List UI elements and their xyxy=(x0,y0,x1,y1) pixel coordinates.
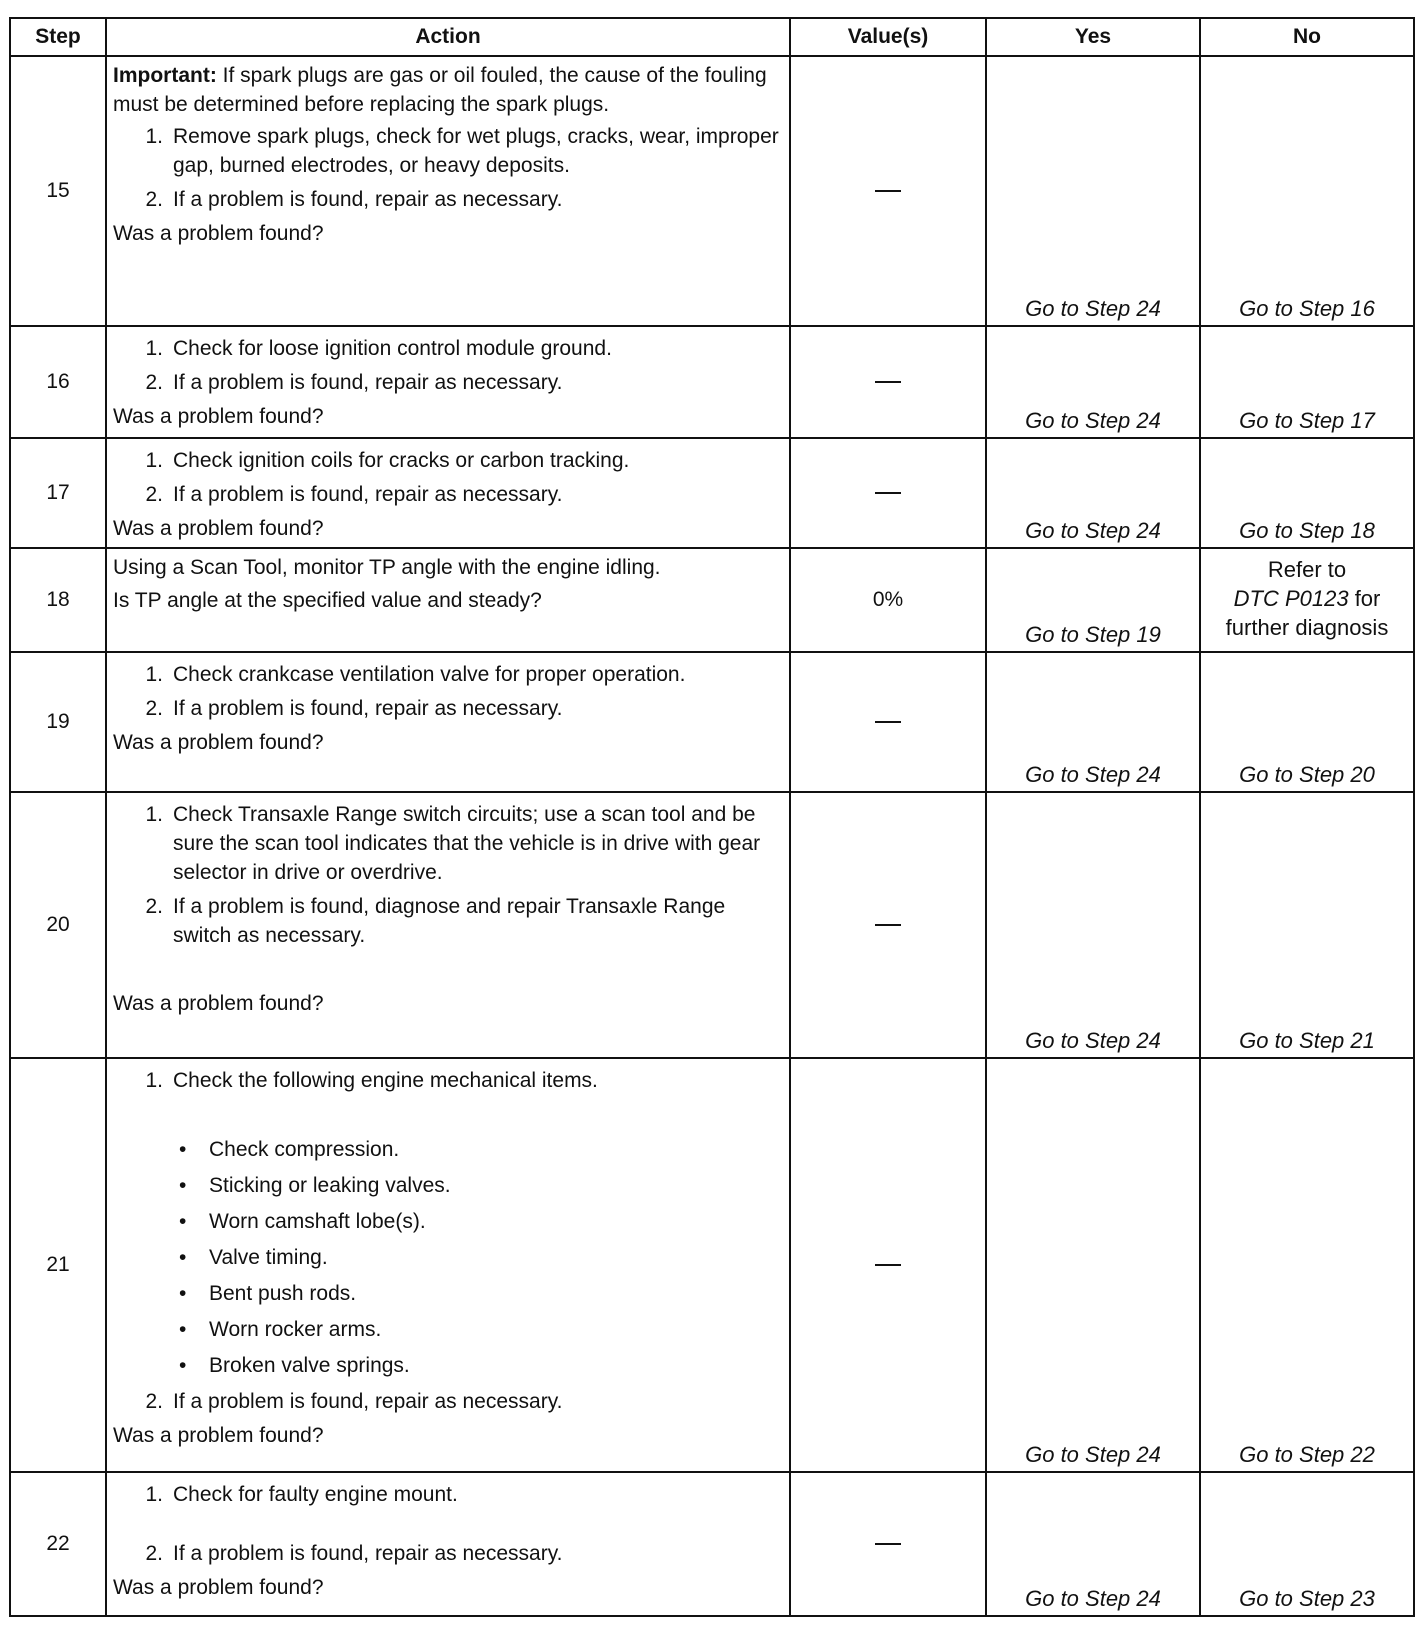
item-text: Check for faulty engine mount. xyxy=(173,1482,458,1506)
no-result: Go to Step 22 xyxy=(1200,1058,1414,1472)
question: Is TP angle at the specified value and steady? xyxy=(113,589,542,613)
header-row xyxy=(10,18,1414,56)
item-number: 1. xyxy=(145,336,163,360)
diagnostic-table xyxy=(9,17,1415,1617)
item-number: 2. xyxy=(145,894,163,918)
dash-mark xyxy=(875,492,901,494)
item-text: Check Transaxle Range switch circuits; use a scan tool and be sure the scan tool indicates that the vehicle is in drive with gear selector in drive or overdrive. xyxy=(173,802,761,884)
step-number: 19 xyxy=(10,652,106,792)
list-item xyxy=(113,660,783,689)
list-item: • Worn camshaft lobe(s). xyxy=(179,1209,426,1233)
dtc-reference: DTC P0123 xyxy=(1233,585,1349,611)
value-cell xyxy=(790,326,986,438)
mechanical-items-list xyxy=(173,1135,783,1380)
step-number: 20 xyxy=(10,792,106,1058)
table-row-step-21 xyxy=(10,1058,1414,1472)
action-cell xyxy=(106,1472,790,1616)
item-number: 1. xyxy=(145,448,163,472)
dash-mark xyxy=(875,381,901,383)
item-text: If a problem is found, diagnose and repair Transaxle Range switch as necessary. xyxy=(173,894,726,947)
action-cell xyxy=(106,56,790,326)
action-cell xyxy=(106,1058,790,1472)
dash-mark xyxy=(875,190,901,192)
dash-mark xyxy=(875,924,901,926)
value-cell xyxy=(790,56,986,326)
value-cell: 0% xyxy=(790,548,986,652)
list-item xyxy=(113,800,783,887)
important-text: If spark plugs are gas or oil fouled, the cause of the fouling must be determined before replacing the spark plugs. xyxy=(113,64,767,116)
header-yes: Yes xyxy=(986,18,1200,56)
item-number: 1. xyxy=(145,802,163,826)
list-item xyxy=(113,334,783,363)
question: Was a problem found? xyxy=(113,516,324,540)
list-item xyxy=(113,1539,783,1568)
item-text: If a problem is found, repair as necessary. xyxy=(173,1389,563,1413)
question: Was a problem found? xyxy=(113,222,324,245)
no-result xyxy=(1200,548,1414,652)
item-number: 2. xyxy=(145,188,163,211)
step-number: 15 xyxy=(10,56,106,326)
step-number: 21 xyxy=(10,1058,106,1472)
action-steps xyxy=(113,660,783,723)
yes-result: Go to Step 24 xyxy=(986,1058,1200,1472)
list-item: • Broken valve springs. xyxy=(179,1353,410,1377)
no-result: Go to Step 23 xyxy=(1200,1472,1414,1616)
item-text: If a problem is found, repair as necessary. xyxy=(173,482,563,506)
item-text: Check crankcase ventilation valve for proper operation. xyxy=(173,662,686,686)
list-item xyxy=(113,446,783,475)
table-row-step-20 xyxy=(10,792,1414,1058)
list-item xyxy=(113,185,783,214)
action-cell xyxy=(106,652,790,792)
action-cell xyxy=(106,792,790,1058)
item-number: 2. xyxy=(145,482,163,506)
item-text: If a problem is found, repair as necessary. xyxy=(173,188,563,211)
action-steps xyxy=(113,446,783,509)
list-item xyxy=(113,1480,783,1509)
action-cell xyxy=(106,548,790,652)
item-number: 1. xyxy=(145,1068,163,1092)
action-cell xyxy=(106,438,790,549)
header-step: Step xyxy=(10,18,106,56)
action-steps xyxy=(113,122,783,214)
dash-mark xyxy=(875,1543,901,1545)
header-action: Action xyxy=(106,18,790,56)
action-steps xyxy=(113,1480,783,1568)
dash-mark xyxy=(875,1264,901,1266)
value-cell xyxy=(790,1472,986,1616)
list-item xyxy=(113,1387,783,1416)
action-cell xyxy=(106,326,790,438)
list-item: • Bent push rods. xyxy=(179,1281,357,1305)
item-text: Remove spark plugs, check for wet plugs, cracks, wear, improper gap, burned electrodes, or heavy deposits. xyxy=(173,125,779,177)
item-text: If a problem is found, repair as necessary. xyxy=(173,1541,563,1565)
item-number: 2. xyxy=(145,1389,163,1413)
list-item xyxy=(113,122,783,180)
question: Was a problem found? xyxy=(113,404,324,428)
item-text: Check for loose ignition control module ground. xyxy=(173,336,612,360)
no-result: Go to Step 21 xyxy=(1200,792,1414,1058)
table-row-step-19 xyxy=(10,652,1414,792)
yes-result: Go to Step 24 xyxy=(986,792,1200,1058)
item-text: Check ignition coils for cracks or carbon tracking. xyxy=(173,448,630,472)
list-item: • Sticking or leaking valves. xyxy=(179,1173,451,1197)
item-text: Check the following engine mechanical items. xyxy=(173,1068,598,1092)
header-no: No xyxy=(1200,18,1414,56)
refer-line-3: further diagnosis xyxy=(1225,614,1389,640)
table-row-step-17 xyxy=(10,438,1414,549)
important-note xyxy=(113,61,783,119)
refer-line-2 xyxy=(1205,584,1409,613)
value-cell xyxy=(790,792,986,1058)
yes-result: Go to Step 24 xyxy=(986,56,1200,326)
no-result: Go to Step 18 xyxy=(1200,438,1414,549)
item-text: If a problem is found, repair as necessary. xyxy=(173,696,563,720)
table-row-step-18 xyxy=(10,548,1414,652)
step-number: 16 xyxy=(10,326,106,438)
no-result: Go to Step 16 xyxy=(1200,56,1414,326)
yes-result: Go to Step 19 xyxy=(986,548,1200,652)
yes-result: Go to Step 24 xyxy=(986,1472,1200,1616)
list-item: • Check compression. xyxy=(179,1137,400,1161)
list-item xyxy=(113,892,783,950)
table-row-step-22 xyxy=(10,1472,1414,1616)
yes-result: Go to Step 24 xyxy=(986,438,1200,549)
action-steps xyxy=(113,800,783,950)
action-steps xyxy=(113,1066,783,1416)
value-cell xyxy=(790,652,986,792)
list-item xyxy=(113,480,783,509)
step-number: 18 xyxy=(10,548,106,652)
important-label: Important: xyxy=(113,64,217,87)
no-result: Go to Step 17 xyxy=(1200,326,1414,438)
action-steps xyxy=(113,334,783,397)
question: Was a problem found? xyxy=(113,991,324,1015)
list-item xyxy=(113,694,783,723)
item-number: 1. xyxy=(145,125,163,148)
table-row-step-15 xyxy=(10,56,1414,326)
action-text: Using a Scan Tool, monitor TP angle with the engine idling. xyxy=(113,556,661,580)
yes-result: Go to Step 24 xyxy=(986,326,1200,438)
dash-mark xyxy=(875,721,901,723)
question: Was a problem found? xyxy=(113,1423,324,1447)
header-values: Value(s) xyxy=(790,18,986,56)
question: Was a problem found? xyxy=(113,730,324,754)
no-result: Go to Step 20 xyxy=(1200,652,1414,792)
list-item xyxy=(113,368,783,397)
item-number: 2. xyxy=(145,1541,163,1565)
value-cell xyxy=(790,1058,986,1472)
list-item xyxy=(113,1066,783,1380)
item-number: 2. xyxy=(145,696,163,720)
step-number: 17 xyxy=(10,438,106,549)
refer-for: for xyxy=(1348,585,1381,611)
yes-result: Go to Step 24 xyxy=(986,652,1200,792)
item-number: 2. xyxy=(145,370,163,394)
refer-line-1: Refer to xyxy=(1267,556,1347,582)
step-number: 22 xyxy=(10,1472,106,1616)
question: Was a problem found? xyxy=(113,1575,324,1599)
list-item: • Valve timing. xyxy=(179,1245,328,1269)
value-cell xyxy=(790,438,986,549)
item-text: If a problem is found, repair as necessary. xyxy=(173,370,563,394)
list-item: • Worn rocker arms. xyxy=(179,1317,382,1341)
item-number: 1. xyxy=(145,1482,163,1506)
item-number: 1. xyxy=(145,662,163,686)
table-row-step-16 xyxy=(10,326,1414,438)
